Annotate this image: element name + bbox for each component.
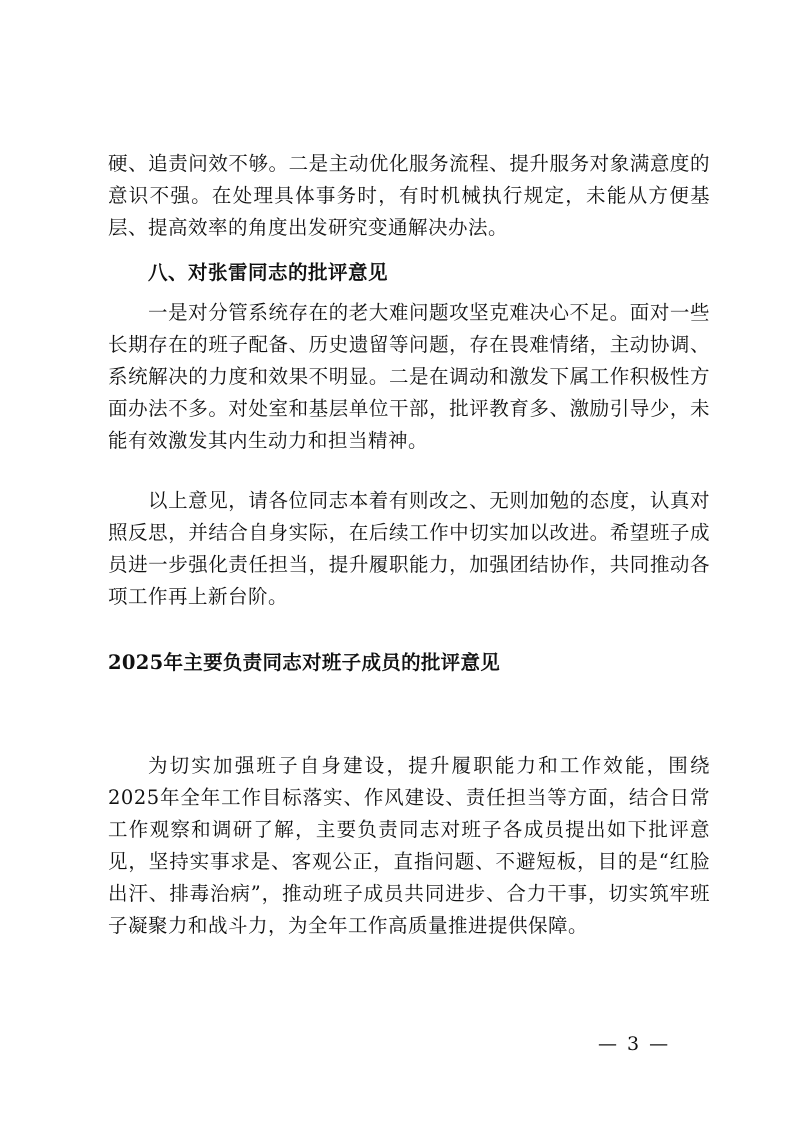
section-8-body-block: [108, 297, 710, 457]
intro-paragraph: 为切实加强班子自身建设，提升履职能力和工作效能，围绕2025年全年工作目标落实、作风建设、责任担当等方面，结合日常工作观察和调研了解，主要负责同志对班子各成员提出如下批评意见，坚持实事求是、客观公正，直指问题、不避短板，目的是“红脸出汗、排毒治病”，推动班子成员共同进步、合力干事，切实筑牢班子凝聚力和战斗力，为全年工作高质量推进提供保障。: [108, 754, 710, 937]
closing-block: [108, 485, 710, 613]
closing-paragraph: 以上意见，请各位同志本着有则改之、无则加勉的态度，认真对照反思，并结合自身实际，在后续工作中切实加以改进。希望班子成员进一步强化责任担当，提升履职能力，加强团结协作，共同推动各项工作再上新台阶。: [108, 489, 710, 608]
section-8-paragraph: 一是对分管系统存在的老大难问题攻坚克难决心不足。面对一些长期存在的班子配备、历史遗留等问题，存在畏难情绪，主动协调、系统解决的力度和效果不明显。二是在调动和激发下属工作积极性方面办法不多。对处室和基层单位干部，批评教育多、激励引导少，未能有效激发其内生动力和担当精神。: [108, 301, 710, 452]
document-title: 2025年主要负责同志对班子成员的批评意见: [108, 651, 501, 674]
continuation-paragraph: 硬、追责问效不够。二是主动优化服务流程、提升服务对象满意度的意识不强。在处理具体事务时，有时机械执行规定，未能从方便基层、提高效率的角度出发研究变通解决办法。: [108, 152, 710, 239]
intro-block: [108, 750, 710, 942]
section-8-heading: 八、对张雷同志的批评意见: [148, 261, 389, 284]
previous-section-continuation: [108, 148, 710, 244]
page-number: — 3 —: [598, 1033, 671, 1055]
